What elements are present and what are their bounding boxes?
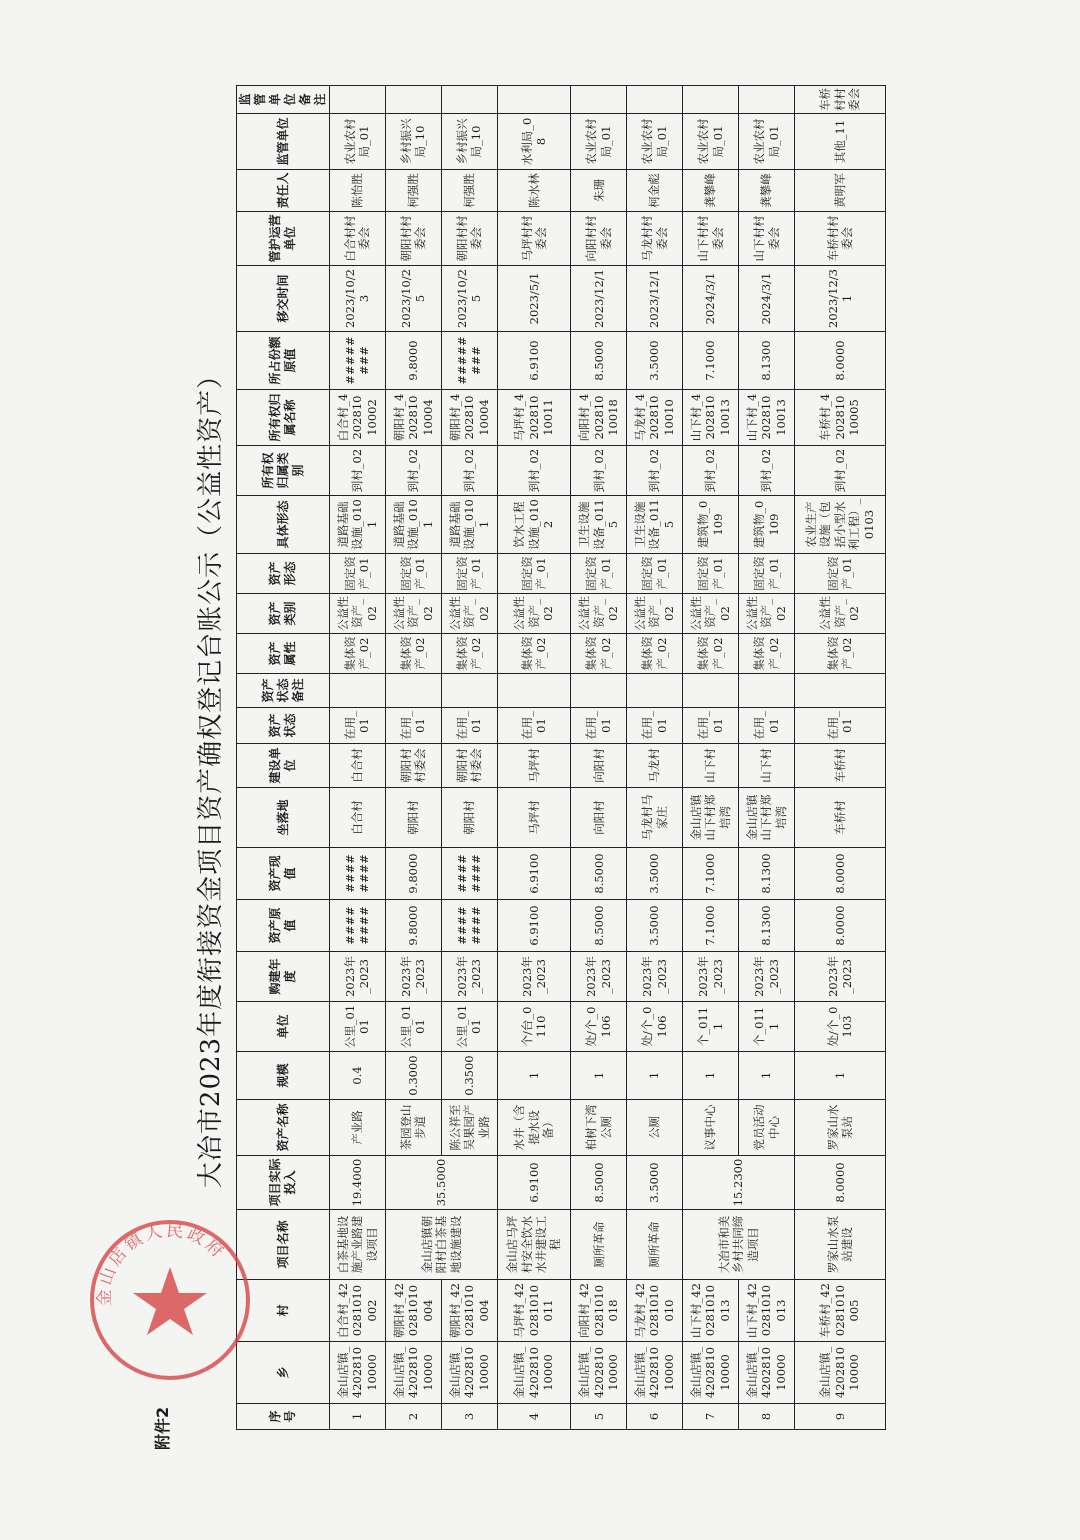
cell-sup-note: 车桥村村委会 <box>795 86 886 114</box>
cell-resp: 黄明军 <box>795 170 886 212</box>
column-header: 资产名称 <box>237 1100 330 1156</box>
cell-spec: 道路基础设施_0101 <box>385 496 441 554</box>
cell-sup-note <box>683 86 739 114</box>
cell-transfer: 2023/10/23 <box>330 266 386 332</box>
cell-status: 在用_01 <box>330 708 386 744</box>
column-header: 序号 <box>237 1404 330 1430</box>
cell-proj-invest: 3.5000 <box>627 1156 683 1210</box>
cell-sup-note <box>739 86 795 114</box>
cell-status: 在用_01 <box>683 708 739 744</box>
cell-year: 2023年_2023 <box>385 952 441 1002</box>
cell-year: 2023年_2023 <box>497 952 570 1002</box>
column-header: 建设单位 <box>237 744 330 788</box>
cell-orig: 8.5000 <box>571 900 627 952</box>
cell-orig: 7.1000 <box>683 900 739 952</box>
cell-own-cat: 到村_02 <box>795 446 886 496</box>
cell-attr: 集体资产_02 <box>683 634 739 674</box>
cell-no: 4 <box>497 1404 570 1430</box>
cell-own-name: 马龙村_420281010010 <box>627 390 683 446</box>
cell-mgr: 山下村村委会 <box>739 212 795 266</box>
cell-orig: ######## <box>330 900 386 952</box>
cell-transfer: 2023/10/25 <box>385 266 441 332</box>
cell-attr: 集体资产_02 <box>571 634 627 674</box>
cell-status-note <box>385 674 441 708</box>
cell-transfer: 2023/10/25 <box>441 266 497 332</box>
attachment-label: 附件2 <box>153 1406 172 1450</box>
cell-proj-invest: 15.2300 <box>683 1156 795 1210</box>
cell-curr: 6.9100 <box>497 848 570 900</box>
cell-status: 在用_01 <box>739 708 795 744</box>
cell-builder: 朝阳村村委会 <box>441 744 497 788</box>
cell-status-note <box>497 674 570 708</box>
cell-transfer: 2023/12/1 <box>571 266 627 332</box>
cell-form: 固定资产_01 <box>627 554 683 594</box>
column-header: 所占份额原值 <box>237 332 330 390</box>
cell-form: 固定资产_01 <box>330 554 386 594</box>
cell-scale: 1 <box>683 1052 739 1100</box>
cell-status-note <box>627 674 683 708</box>
cell-cun: 马坪村_420281010011 <box>497 1280 570 1342</box>
cell-orig: 6.9100 <box>497 900 570 952</box>
cell-scale: 0.4 <box>330 1052 386 1100</box>
cell-sup: 乡村振兴局_10 <box>441 114 497 170</box>
column-header: 监管单位备注 <box>237 86 330 114</box>
cell-builder: 马龙村 <box>627 744 683 788</box>
cell-share: ######## <box>441 332 497 390</box>
cell-attr: 集体资产_02 <box>385 634 441 674</box>
cell-transfer: 2023/12/1 <box>627 266 683 332</box>
cell-curr: ######## <box>330 848 386 900</box>
cell-builder: 山下村 <box>683 744 739 788</box>
cell-own-cat: 到村_02 <box>385 446 441 496</box>
cell-spec: 建筑物_0109 <box>739 496 795 554</box>
cell-orig: 3.5000 <box>627 900 683 952</box>
cell-form: 固定资产_01 <box>571 554 627 594</box>
cell-status-note <box>739 674 795 708</box>
cell-scale: 1 <box>795 1052 886 1100</box>
cell-proj-name: 厕所革命 <box>571 1210 627 1280</box>
cell-cat: 公益性资产_02 <box>571 594 627 634</box>
cell-no: 6 <box>627 1404 683 1430</box>
cell-unit: 公里_0101 <box>330 1002 386 1052</box>
cell-no: 1 <box>330 1404 386 1430</box>
cell-resp: 龚攀峰 <box>739 170 795 212</box>
cell-loc: 向阳村 <box>571 788 627 848</box>
official-seal <box>85 1215 255 1385</box>
cell-scale: 1 <box>627 1052 683 1100</box>
cell-curr: 8.5000 <box>571 848 627 900</box>
cell-xiang: 金山店镇_420281010000 <box>385 1342 441 1404</box>
cell-resp: 柯强胜 <box>385 170 441 212</box>
cell-sup-note <box>627 86 683 114</box>
column-header: 资产现值 <box>237 848 330 900</box>
cell-cun: 车桥村_420281010005 <box>795 1280 886 1342</box>
cell-resp: 龚攀峰 <box>683 170 739 212</box>
cell-xiang: 金山店镇_420281010000 <box>571 1342 627 1404</box>
cell-own-name: 白合村_420281010002 <box>330 390 386 446</box>
cell-year: 2023年_2023 <box>627 952 683 1002</box>
cell-cat: 公益性资产_02 <box>739 594 795 634</box>
cell-unit: 处/个_0106 <box>571 1002 627 1052</box>
cell-spec: 饮水工程设施_0102 <box>497 496 570 554</box>
cell-cun: 朝阳村_420281010004 <box>441 1280 497 1342</box>
column-header: 资产状态 <box>237 708 330 744</box>
table-row <box>795 86 886 1430</box>
asset-ledger-table <box>236 85 886 1430</box>
cell-share: 7.1000 <box>683 332 739 390</box>
cell-transfer: 2024/3/1 <box>739 266 795 332</box>
cell-proj-name: 罗家山水泵站建设 <box>795 1210 886 1280</box>
cell-own-name: 马坪村_420281010011 <box>497 390 570 446</box>
cell-curr: 3.5000 <box>627 848 683 900</box>
cell-year: 2023年_2023 <box>739 952 795 1002</box>
rotated-document <box>140 88 940 1450</box>
cell-orig: 9.8000 <box>385 900 441 952</box>
cell-form: 固定资产_01 <box>497 554 570 594</box>
cell-form: 固定资产_01 <box>795 554 886 594</box>
cell-own-name: 朝阳村_420281010004 <box>385 390 441 446</box>
cell-xiang: 金山店镇_420281010000 <box>795 1342 886 1404</box>
cell-year: 2023年_2023 <box>795 952 886 1002</box>
cell-status: 在用_01 <box>385 708 441 744</box>
column-header: 项目实际投入 <box>237 1156 330 1210</box>
cell-mgr: 白合村村委会 <box>330 212 386 266</box>
cell-transfer: 2023/5/1 <box>497 266 570 332</box>
cell-unit: 处/个_0106 <box>627 1002 683 1052</box>
cell-no: 7 <box>683 1404 739 1430</box>
cell-asset-name: 茶园登山步道 <box>385 1100 441 1156</box>
cell-cat: 公益性资产_02 <box>627 594 683 634</box>
cell-status-note <box>441 674 497 708</box>
cell-attr: 集体资产_02 <box>627 634 683 674</box>
cell-share: 8.1300 <box>739 332 795 390</box>
cell-resp: 陈水林 <box>497 170 570 212</box>
cell-builder: 白合村 <box>330 744 386 788</box>
cell-proj-name: 白茶基地设施产业路建设项目 <box>330 1210 386 1280</box>
cell-sup: 农业农村局_01 <box>330 114 386 170</box>
column-header: 所有权归属类别 <box>237 446 330 496</box>
column-header: 所有权归属名称 <box>237 390 330 446</box>
cell-own-cat: 到村_02 <box>330 446 386 496</box>
cell-cun: 马龙村_420281010010 <box>627 1280 683 1342</box>
cell-asset-name: 议事中心 <box>683 1100 739 1156</box>
cell-year: 2023年_2023 <box>683 952 739 1002</box>
column-header: 责任人 <box>237 170 330 212</box>
cell-spec: 农业生产设施（包括小型水利工程）_0103 <box>795 496 886 554</box>
cell-curr: 8.0000 <box>795 848 886 900</box>
column-header: 坐落地 <box>237 788 330 848</box>
cell-proj-invest: 8.0000 <box>795 1156 886 1210</box>
cell-builder: 朝阳村村委会 <box>385 744 441 788</box>
cell-spec: 道路基础设施_0101 <box>330 496 386 554</box>
column-header: 乡 <box>237 1342 330 1404</box>
cell-share: ######## <box>330 332 386 390</box>
cell-spec: 建筑物_0109 <box>683 496 739 554</box>
cell-proj-invest: 35.5000 <box>385 1156 497 1210</box>
cell-asset-name: 党员活动中心 <box>739 1100 795 1156</box>
cell-sup-note <box>385 86 441 114</box>
cell-sup: 乡村振兴局_10 <box>385 114 441 170</box>
cell-status-note <box>571 674 627 708</box>
cell-cat: 公益性资产_02 <box>441 594 497 634</box>
cell-scale: 1 <box>497 1052 570 1100</box>
cell-loc: 金山店镇山下村郑培湾 <box>739 788 795 848</box>
cell-loc: 金山店镇山下村郑培湾 <box>683 788 739 848</box>
cell-status: 在用_01 <box>795 708 886 744</box>
cell-xiang: 金山店镇_420281010000 <box>441 1342 497 1404</box>
cell-share: 6.9100 <box>497 332 570 390</box>
cell-cat: 公益性资产_02 <box>385 594 441 634</box>
cell-unit: 个_0111 <box>739 1002 795 1052</box>
cell-form: 固定资产_01 <box>385 554 441 594</box>
column-header: 资产形态 <box>237 554 330 594</box>
cell-sup: 水利局_08 <box>497 114 570 170</box>
cell-share: 3.5000 <box>627 332 683 390</box>
cell-transfer: 2024/3/1 <box>683 266 739 332</box>
cell-own-name: 向阳村_420281010018 <box>571 390 627 446</box>
cell-sup: 农业农村局_01 <box>627 114 683 170</box>
cell-builder: 马坪村 <box>497 744 570 788</box>
column-header: 资产状态备注 <box>237 674 330 708</box>
cell-proj-name: 大冶市和美乡村共同缔造项目 <box>683 1210 795 1280</box>
cell-asset-name: 产业路 <box>330 1100 386 1156</box>
table-row <box>497 86 570 1430</box>
cell-xiang: 金山店镇_420281010000 <box>497 1342 570 1404</box>
cell-asset-name: 公厕 <box>627 1100 683 1156</box>
cell-unit: 个/台_0110 <box>497 1002 570 1052</box>
cell-curr: 7.1000 <box>683 848 739 900</box>
cell-curr: ######## <box>441 848 497 900</box>
cell-asset-name: 陈公祥至吴果园产业路 <box>441 1100 497 1156</box>
cell-no: 2 <box>385 1404 441 1430</box>
cell-sup: 农业农村局_01 <box>683 114 739 170</box>
cell-status: 在用_01 <box>441 708 497 744</box>
cell-year: 2023年_2023 <box>330 952 386 1002</box>
column-header: 资产类别 <box>237 594 330 634</box>
cell-share: 8.5000 <box>571 332 627 390</box>
cell-own-cat: 到村_02 <box>571 446 627 496</box>
column-header: 村 <box>237 1280 330 1342</box>
cell-mgr: 朝阳村村委会 <box>441 212 497 266</box>
cell-loc: 白合村 <box>330 788 386 848</box>
cell-cat: 公益性资产_02 <box>497 594 570 634</box>
cell-scale: 0.3500 <box>441 1052 497 1100</box>
seal-text: 金山店镇人民政府 <box>94 1220 230 1307</box>
cell-builder: 向阳村 <box>571 744 627 788</box>
column-header: 项目名称 <box>237 1210 330 1280</box>
cell-form: 固定资产_01 <box>441 554 497 594</box>
cell-xiang: 金山店镇_420281010000 <box>330 1342 386 1404</box>
cell-asset-name: 水井（含提水设备） <box>497 1100 570 1156</box>
column-header: 购建年度 <box>237 952 330 1002</box>
cell-status-note <box>795 674 886 708</box>
cell-xiang: 金山店镇_420281010000 <box>739 1342 795 1404</box>
column-header: 单位 <box>237 1002 330 1052</box>
cell-cat: 公益性资产_02 <box>683 594 739 634</box>
cell-own-name: 车桥村_420281010005 <box>795 390 886 446</box>
cell-scale: 0.3000 <box>385 1052 441 1100</box>
cell-no: 9 <box>795 1404 886 1430</box>
cell-form: 固定资产_01 <box>739 554 795 594</box>
table-body <box>330 86 886 1430</box>
cell-unit: 处/个_0103 <box>795 1002 886 1052</box>
cell-mgr: 朝阳村村委会 <box>385 212 441 266</box>
cell-proj-name: 金山店镇朝阳村白茶基地设施建设 <box>385 1210 497 1280</box>
cell-own-cat: 到村_02 <box>497 446 570 496</box>
cell-transfer: 2023/12/31 <box>795 266 886 332</box>
cell-cun: 朝阳村_420281010004 <box>385 1280 441 1342</box>
cell-loc: 朝阳村 <box>385 788 441 848</box>
cell-xiang: 金山店镇_420281010000 <box>683 1342 739 1404</box>
cell-no: 8 <box>739 1404 795 1430</box>
cell-scale: 1 <box>739 1052 795 1100</box>
cell-spec: 道路基础设施_0101 <box>441 496 497 554</box>
cell-spec: 卫生设施设备_0115 <box>571 496 627 554</box>
cell-status: 在用_01 <box>571 708 627 744</box>
table-row <box>571 86 627 1430</box>
cell-attr: 集体资产_02 <box>497 634 570 674</box>
table-row <box>330 86 386 1430</box>
cell-sup-note <box>441 86 497 114</box>
cell-proj-invest: 19.4000 <box>330 1156 386 1210</box>
cell-share: 8.0000 <box>795 332 886 390</box>
cell-resp: 柯强胜 <box>441 170 497 212</box>
cell-sup: 其他_11 <box>795 114 886 170</box>
cell-resp: 陈怡胜 <box>330 170 386 212</box>
cell-orig: 8.1300 <box>739 900 795 952</box>
cell-sup: 农业农村局_01 <box>739 114 795 170</box>
cell-curr: 9.8000 <box>385 848 441 900</box>
column-header: 具体形态 <box>237 496 330 554</box>
cell-no: 5 <box>571 1404 627 1430</box>
table-row <box>385 86 441 1430</box>
cell-status: 在用_01 <box>497 708 570 744</box>
cell-cun: 山下村_420281010013 <box>739 1280 795 1342</box>
column-header: 管护运营单位 <box>237 212 330 266</box>
cell-builder: 山下村 <box>739 744 795 788</box>
cell-asset-name: 柏树下湾公厕 <box>571 1100 627 1156</box>
cell-status: 在用_01 <box>627 708 683 744</box>
cell-year: 2023年_2023 <box>571 952 627 1002</box>
cell-cun: 山下村_420281010013 <box>683 1280 739 1342</box>
cell-proj-name: 金山店马坪村安全饮水水井建设工程 <box>497 1210 570 1280</box>
cell-attr: 集体资产_02 <box>330 634 386 674</box>
cell-own-cat: 到村_02 <box>739 446 795 496</box>
cell-cun: 向阳村_420281010018 <box>571 1280 627 1342</box>
cell-spec: 卫生设施设备_0115 <box>627 496 683 554</box>
cell-unit: 公里_0101 <box>385 1002 441 1052</box>
cell-own-name: 朝阳村_420281010004 <box>441 390 497 446</box>
table-row <box>683 86 739 1430</box>
cell-resp: 柯金彪 <box>627 170 683 212</box>
cell-proj-name: 厕所革命 <box>627 1210 683 1280</box>
column-header: 资产属性 <box>237 634 330 674</box>
cell-curr: 8.1300 <box>739 848 795 900</box>
cell-asset-name: 罗家山水泵站 <box>795 1100 886 1156</box>
cell-orig: 8.0000 <box>795 900 886 952</box>
cell-proj-invest: 6.9100 <box>497 1156 570 1210</box>
cell-cat: 公益性资产_02 <box>795 594 886 634</box>
cell-own-cat: 到村_02 <box>683 446 739 496</box>
cell-scale: 1 <box>571 1052 627 1100</box>
cell-loc: 马龙村马家庄 <box>627 788 683 848</box>
cell-sup-note <box>497 86 570 114</box>
cell-own-cat: 到村_02 <box>441 446 497 496</box>
cell-own-cat: 到村_02 <box>627 446 683 496</box>
cell-loc: 车桥村 <box>795 788 886 848</box>
cell-builder: 车桥村 <box>795 744 886 788</box>
cell-mgr: 马坪村村委会 <box>497 212 570 266</box>
cell-attr: 集体资产_02 <box>795 634 886 674</box>
cell-resp: 朱珊 <box>571 170 627 212</box>
cell-year: 2023年_2023 <box>441 952 497 1002</box>
cell-unit: 个_0111 <box>683 1002 739 1052</box>
cell-sup-note <box>330 86 386 114</box>
cell-mgr: 山下村村委会 <box>683 212 739 266</box>
table-row <box>627 86 683 1430</box>
cell-status-note <box>330 674 386 708</box>
cell-orig: ######## <box>441 900 497 952</box>
cell-sup: 农业农村局_01 <box>571 114 627 170</box>
cell-attr: 集体资产_02 <box>739 634 795 674</box>
cell-share: 9.8000 <box>385 332 441 390</box>
cell-loc: 朝阳村 <box>441 788 497 848</box>
cell-cat: 公益性资产_02 <box>330 594 386 634</box>
cell-loc: 马坪村 <box>497 788 570 848</box>
cell-cun: 白合村_420281010002 <box>330 1280 386 1342</box>
cell-form: 固定资产_01 <box>683 554 739 594</box>
column-header: 规模 <box>237 1052 330 1100</box>
column-header: 移交时间 <box>237 266 330 332</box>
cell-own-name: 山下村_420281010013 <box>683 390 739 446</box>
cell-status-note <box>683 674 739 708</box>
cell-own-name: 山下村_420281010013 <box>739 390 795 446</box>
cell-no: 3 <box>441 1404 497 1430</box>
cell-unit: 公里_0101 <box>441 1002 497 1052</box>
cell-proj-invest: 8.5000 <box>571 1156 627 1210</box>
cell-mgr: 车桥村村委会 <box>795 212 886 266</box>
cell-xiang: 金山店镇_420281010000 <box>627 1342 683 1404</box>
cell-sup-note <box>571 86 627 114</box>
cell-mgr: 马龙村村委会 <box>627 212 683 266</box>
star-icon <box>133 1267 207 1335</box>
page-title: 大冶市2023年度衔接资金项目资产确权登记台账公示（公益性资产） <box>196 361 226 1189</box>
cell-attr: 集体资产_02 <box>441 634 497 674</box>
column-header: 资产原值 <box>237 900 330 952</box>
cell-mgr: 向阳村村委会 <box>571 212 627 266</box>
column-header: 监管单位 <box>237 114 330 170</box>
